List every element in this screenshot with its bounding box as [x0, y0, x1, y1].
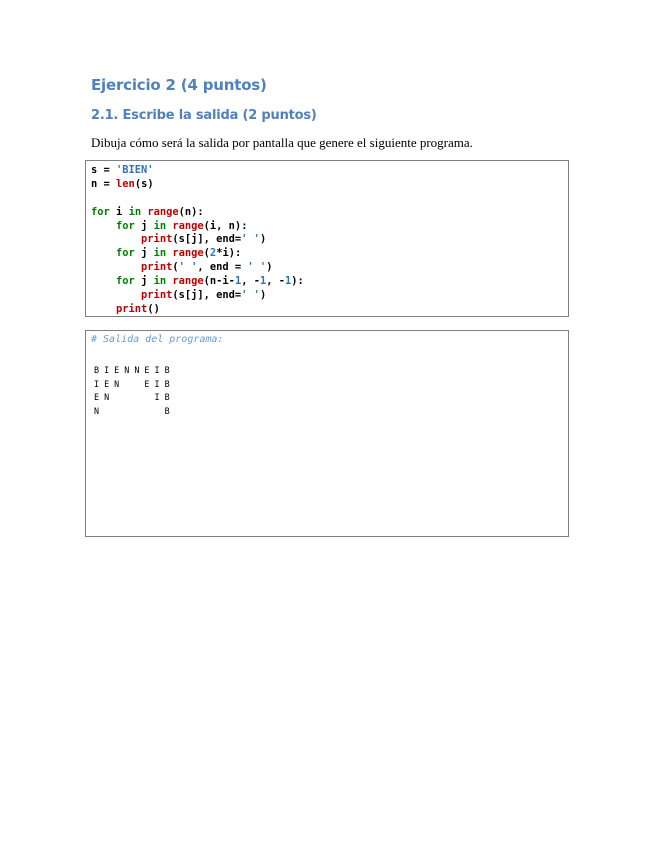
code-token: ' ' [241, 233, 260, 246]
program-output [94, 364, 170, 418]
code-line [91, 178, 304, 192]
code-line [91, 261, 304, 275]
code-token: (i, n): [203, 219, 248, 232]
code-token: ) [259, 233, 267, 246]
code-token: ) [266, 261, 273, 274]
code-token: len [116, 177, 135, 190]
code-token: (n-i- [203, 275, 235, 288]
code-token: ) [259, 289, 267, 302]
output-line: B I E N N E I B [94, 365, 170, 375]
code-token: 'BIEN' [116, 164, 154, 176]
code-token: range [172, 219, 204, 232]
output-line: E N I B [94, 392, 170, 403]
code-token: in [128, 205, 142, 218]
code-token: ' ' [247, 261, 267, 274]
code-token [91, 220, 116, 232]
code-token: (s[j], end= [172, 289, 242, 302]
code-token: ' ' [241, 289, 260, 302]
output-comment: # Salida del programa: [91, 334, 224, 345]
code-token: range [172, 247, 204, 260]
code-token: ( [172, 261, 179, 274]
exercise-heading: Ejercicio 2 (4 puntos) [91, 76, 267, 94]
code-token: ' ' [178, 261, 198, 274]
code-token: range [172, 275, 204, 288]
code-token: print [141, 289, 173, 302]
code-token [91, 289, 141, 301]
code-line [91, 192, 304, 206]
code-token [91, 303, 116, 315]
output-line: N B [94, 405, 170, 416]
code-token: j [134, 247, 154, 260]
code-token: 2 [209, 247, 217, 260]
code-listing [91, 164, 304, 317]
code-token: (s[j], end= [172, 233, 242, 246]
instruction-text: Dibuja cómo será la salida por pantalla que genere el siguiente programa. [91, 135, 473, 150]
code-token [91, 275, 116, 287]
code-token: 1 [259, 275, 267, 288]
subsection-heading: 2.1. Escribe la salida (2 puntos) [91, 108, 317, 123]
code-token: 1 [285, 275, 292, 288]
code-line [91, 206, 304, 220]
code-token: for [116, 247, 135, 260]
code-line [91, 275, 304, 289]
code-line [91, 247, 304, 261]
code-token: s = [91, 164, 117, 176]
output-line: I E N E I B [94, 378, 170, 389]
code-token: ( [203, 247, 210, 260]
code-token: (n): [178, 205, 204, 218]
code-token: j [134, 219, 154, 232]
code-token: , - [266, 275, 286, 288]
code-token [91, 247, 116, 259]
code-token: j [134, 275, 154, 288]
code-token: , - [241, 275, 260, 288]
code-token: for [116, 275, 135, 288]
code-token: n = [91, 177, 117, 190]
code-line [91, 220, 304, 234]
code-token: print [116, 302, 148, 315]
code-line [91, 289, 304, 303]
code-token: in [153, 247, 167, 260]
code-token: for [91, 205, 110, 218]
output-block [85, 330, 569, 537]
code-token: in [153, 275, 167, 288]
code-token: i [109, 205, 129, 218]
code-line [91, 303, 304, 317]
code-token: () [147, 302, 160, 315]
code-token: *i): [216, 247, 242, 260]
code-block [85, 160, 569, 317]
code-line [91, 233, 304, 247]
code-token: (s) [134, 177, 154, 190]
code-token: print [141, 261, 173, 274]
code-token [91, 261, 141, 273]
code-token: 1 [234, 275, 242, 288]
code-token: print [141, 233, 173, 246]
code-token [91, 233, 141, 245]
code-token: range [147, 205, 179, 218]
code-token: for [116, 219, 135, 232]
code-token: ): [291, 275, 304, 288]
code-token: , end = [197, 261, 248, 274]
code-line [91, 164, 304, 178]
code-token: in [153, 219, 167, 232]
